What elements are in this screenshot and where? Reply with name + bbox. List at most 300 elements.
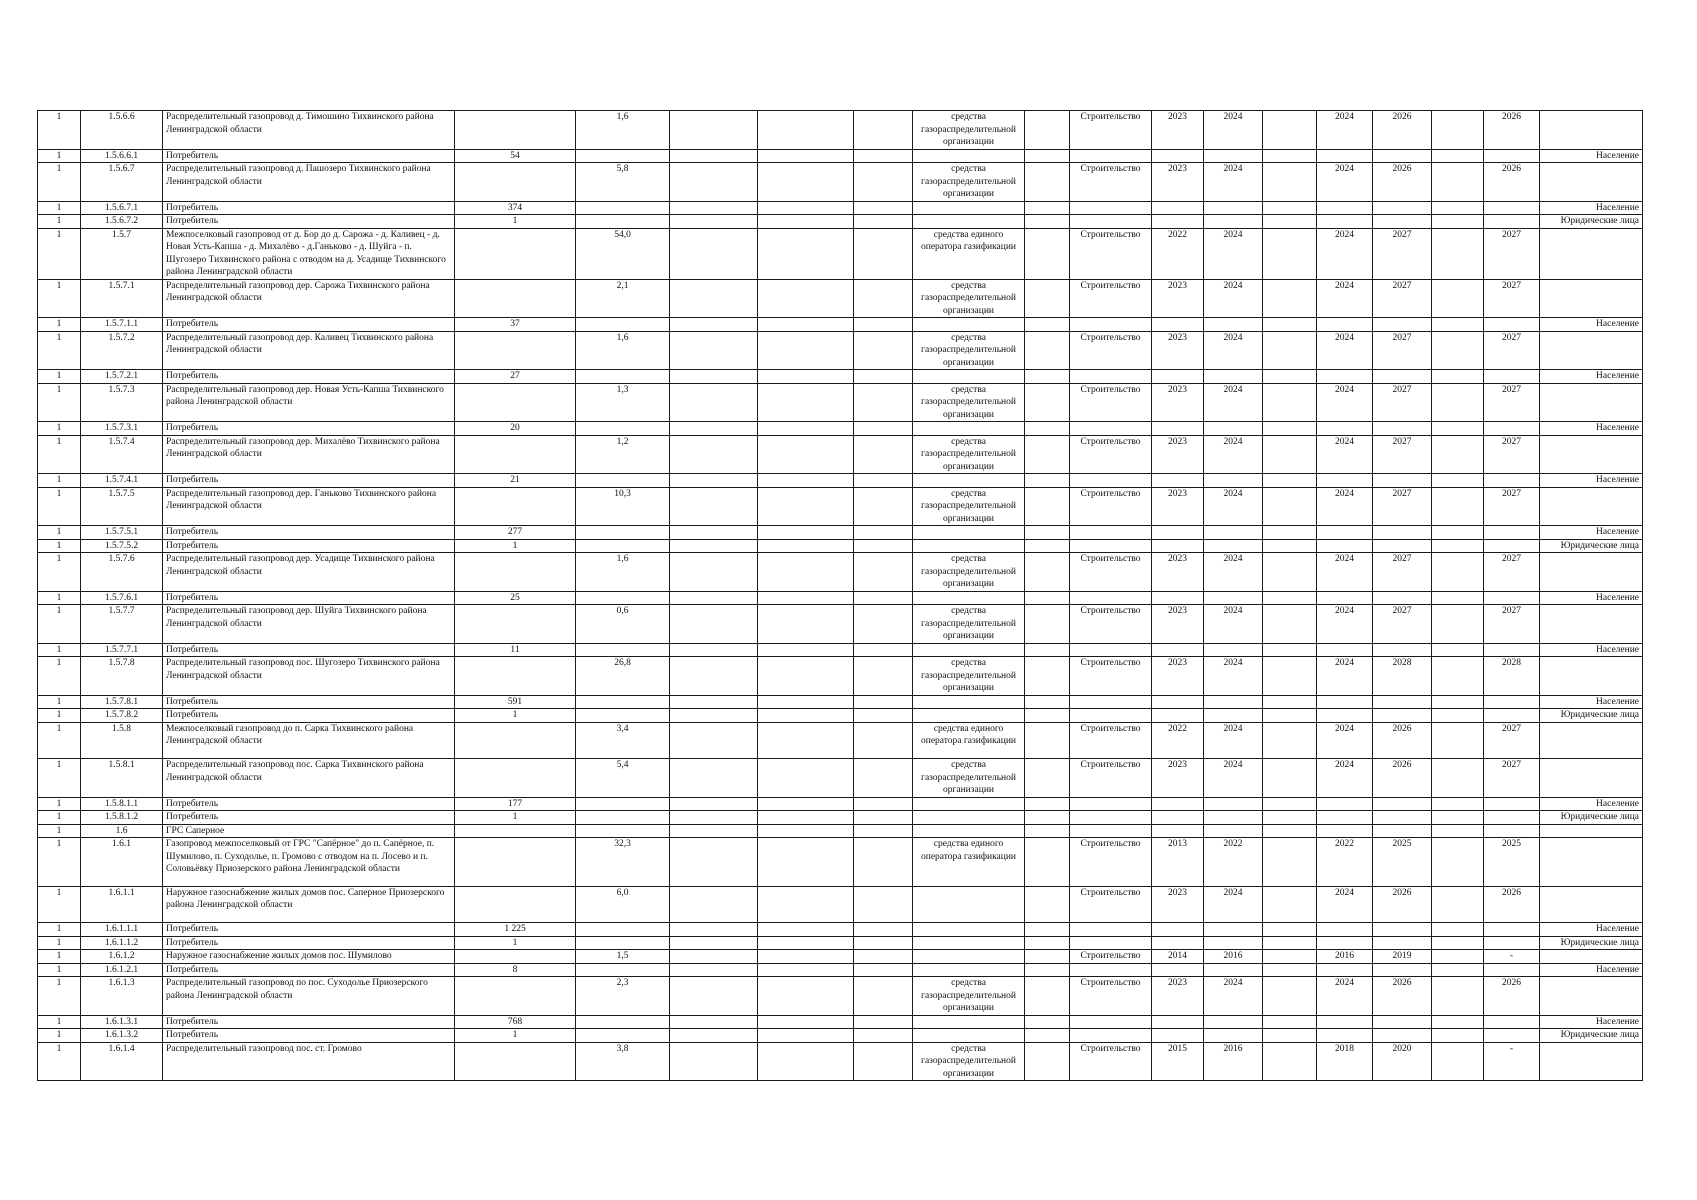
col6-cell	[670, 1042, 758, 1081]
col18-cell: 2027	[1484, 487, 1540, 526]
col6-cell	[670, 811, 758, 825]
col15-cell: 2024	[1317, 886, 1373, 923]
name-cell: Потребитель	[163, 643, 455, 657]
length-cell: 1,6	[576, 111, 670, 150]
col18-cell: 2027	[1484, 279, 1540, 318]
name-cell: Потребитель	[163, 215, 455, 229]
col6-cell	[670, 215, 758, 229]
work-type-cell	[1070, 811, 1152, 825]
length-cell: 6,0	[576, 886, 670, 923]
funding-cell	[913, 811, 1025, 825]
work-type-cell: Строительство	[1070, 279, 1152, 318]
start-year-cell	[1152, 709, 1204, 723]
length-cell: 10,3	[576, 487, 670, 526]
col7-cell	[758, 950, 854, 964]
col17-cell	[1432, 539, 1484, 553]
consumers-cell	[455, 657, 576, 696]
table-row	[38, 923, 1643, 937]
consumers-cell	[455, 553, 576, 592]
col17-cell	[1432, 838, 1484, 887]
col14-cell	[1263, 201, 1317, 215]
code-cell: 1.5.7.3	[81, 383, 163, 422]
col7-cell	[758, 318, 854, 332]
col6-cell	[670, 383, 758, 422]
table-row	[38, 605, 1643, 644]
work-type-cell	[1070, 591, 1152, 605]
category-cell	[1540, 383, 1643, 422]
code-cell: 1.5.7.4	[81, 435, 163, 474]
col16-cell: 2027	[1373, 331, 1432, 370]
col7-cell	[758, 383, 854, 422]
start-year-cell	[1152, 474, 1204, 488]
col16-cell	[1373, 1015, 1432, 1029]
work-type-cell: Строительство	[1070, 1042, 1152, 1081]
col8-cell	[854, 657, 913, 696]
work-type-cell	[1070, 215, 1152, 229]
col17-cell	[1432, 695, 1484, 709]
col7-cell	[758, 722, 854, 759]
funding-cell	[913, 539, 1025, 553]
col10-cell	[1025, 657, 1070, 696]
col6-cell	[670, 838, 758, 887]
col17-cell	[1432, 643, 1484, 657]
end-year-cell	[1204, 1015, 1263, 1029]
col18-cell	[1484, 811, 1540, 825]
work-type-cell: Строительство	[1070, 886, 1152, 923]
category-cell: Юридические лица	[1540, 1029, 1643, 1043]
col7-cell	[758, 977, 854, 1016]
col6-cell	[670, 1029, 758, 1043]
name-cell: Потребитель	[163, 936, 455, 950]
col7-cell	[758, 1029, 854, 1043]
table-row	[38, 797, 1643, 811]
start-year-cell	[1152, 526, 1204, 540]
name-cell: Наружное газоснабжение жилых домов пос. Саперное Приозерского района Ленинградской области	[163, 886, 455, 923]
category-cell: Население	[1540, 526, 1643, 540]
col8-cell	[854, 163, 913, 202]
col18-cell: 2026	[1484, 886, 1540, 923]
code-cell: 1.6.1	[81, 838, 163, 887]
funding-cell	[913, 215, 1025, 229]
code-cell: 1.5.7.5	[81, 487, 163, 526]
end-year-cell	[1204, 936, 1263, 950]
col8-cell	[854, 886, 913, 923]
category-cell	[1540, 605, 1643, 644]
col14-cell	[1263, 435, 1317, 474]
col17-cell	[1432, 923, 1484, 937]
col16-cell	[1373, 695, 1432, 709]
level-cell: 1	[38, 149, 81, 163]
table-row	[38, 1015, 1643, 1029]
col17-cell	[1432, 435, 1484, 474]
name-cell: Распределительный газопровод пос. Сарка Тихвинского района Ленинградской области	[163, 759, 455, 798]
table-row	[38, 331, 1643, 370]
col15-cell: 2024	[1317, 435, 1373, 474]
col8-cell	[854, 383, 913, 422]
length-cell	[576, 695, 670, 709]
col10-cell	[1025, 318, 1070, 332]
work-type-cell	[1070, 149, 1152, 163]
table-row	[38, 149, 1643, 163]
col7-cell	[758, 886, 854, 923]
consumers-cell: 27	[455, 370, 576, 384]
col16-cell	[1373, 318, 1432, 332]
level-cell: 1	[38, 709, 81, 723]
end-year-cell: 2024	[1204, 279, 1263, 318]
end-year-cell	[1204, 1029, 1263, 1043]
code-cell: 1.6.1.3	[81, 977, 163, 1016]
work-type-cell	[1070, 709, 1152, 723]
work-type-cell: Строительство	[1070, 722, 1152, 759]
col8-cell	[854, 1029, 913, 1043]
col16-cell: 2027	[1373, 383, 1432, 422]
table-row	[38, 383, 1643, 422]
consumers-cell	[455, 722, 576, 759]
code-cell: 1.5.8.1.1	[81, 797, 163, 811]
name-cell: Потребитель	[163, 370, 455, 384]
col16-cell	[1373, 149, 1432, 163]
col17-cell	[1432, 383, 1484, 422]
category-cell: Население	[1540, 923, 1643, 937]
level-cell: 1	[38, 1015, 81, 1029]
category-cell	[1540, 657, 1643, 696]
code-cell: 1.5.7	[81, 228, 163, 279]
funding-cell: средства газораспределительной организации	[913, 1042, 1025, 1081]
length-cell: 1,3	[576, 383, 670, 422]
col18-cell: 2026	[1484, 111, 1540, 150]
consumers-cell: 1	[455, 936, 576, 950]
length-cell	[576, 811, 670, 825]
col17-cell	[1432, 1015, 1484, 1029]
col6-cell	[670, 111, 758, 150]
code-cell: 1.6.1.1	[81, 886, 163, 923]
col14-cell	[1263, 950, 1317, 964]
name-cell: Потребитель	[163, 695, 455, 709]
col10-cell	[1025, 487, 1070, 526]
start-year-cell: 2023	[1152, 977, 1204, 1016]
col10-cell	[1025, 1042, 1070, 1081]
col18-cell: 2026	[1484, 977, 1540, 1016]
col18-cell	[1484, 963, 1540, 977]
col7-cell	[758, 526, 854, 540]
category-cell: Население	[1540, 643, 1643, 657]
table-row	[38, 722, 1643, 759]
col8-cell	[854, 838, 913, 887]
consumers-cell: 37	[455, 318, 576, 332]
col15-cell	[1317, 643, 1373, 657]
start-year-cell	[1152, 201, 1204, 215]
col8-cell	[854, 722, 913, 759]
level-cell: 1	[38, 370, 81, 384]
length-cell: 5,8	[576, 163, 670, 202]
table-row	[38, 936, 1643, 950]
level-cell: 1	[38, 1042, 81, 1081]
col7-cell	[758, 279, 854, 318]
col16-cell: 2027	[1373, 435, 1432, 474]
col14-cell	[1263, 526, 1317, 540]
work-type-cell	[1070, 201, 1152, 215]
col18-cell: -	[1484, 1042, 1540, 1081]
length-cell	[576, 526, 670, 540]
end-year-cell	[1204, 643, 1263, 657]
level-cell: 1	[38, 797, 81, 811]
work-type-cell	[1070, 695, 1152, 709]
code-cell: 1.5.7.2.1	[81, 370, 163, 384]
col8-cell	[854, 605, 913, 644]
col15-cell	[1317, 526, 1373, 540]
col16-cell	[1373, 936, 1432, 950]
col18-cell	[1484, 1015, 1540, 1029]
category-cell: Юридические лица	[1540, 215, 1643, 229]
start-year-cell: 2023	[1152, 553, 1204, 592]
col10-cell	[1025, 643, 1070, 657]
col6-cell	[670, 526, 758, 540]
col6-cell	[670, 963, 758, 977]
col15-cell	[1317, 149, 1373, 163]
start-year-cell: 2022	[1152, 722, 1204, 759]
category-cell: Население	[1540, 474, 1643, 488]
table-row	[38, 279, 1643, 318]
table-row	[38, 1042, 1643, 1081]
consumers-cell	[455, 886, 576, 923]
code-cell: 1.5.7.8.2	[81, 709, 163, 723]
category-cell: Население	[1540, 797, 1643, 811]
funding-cell	[913, 923, 1025, 937]
col15-cell: 2024	[1317, 722, 1373, 759]
end-year-cell	[1204, 811, 1263, 825]
col16-cell: 2026	[1373, 722, 1432, 759]
col15-cell	[1317, 811, 1373, 825]
col14-cell	[1263, 215, 1317, 229]
col18-cell	[1484, 936, 1540, 950]
name-cell: ГРС Саперное	[163, 824, 455, 838]
col8-cell	[854, 695, 913, 709]
length-cell	[576, 936, 670, 950]
funding-cell	[913, 422, 1025, 436]
col7-cell	[758, 838, 854, 887]
category-cell: Население	[1540, 318, 1643, 332]
end-year-cell	[1204, 591, 1263, 605]
col15-cell	[1317, 370, 1373, 384]
col18-cell: 2025	[1484, 838, 1540, 887]
table-row	[38, 215, 1643, 229]
col8-cell	[854, 539, 913, 553]
col10-cell	[1025, 149, 1070, 163]
work-type-cell	[1070, 526, 1152, 540]
funding-cell	[913, 797, 1025, 811]
work-type-cell: Строительство	[1070, 111, 1152, 150]
col14-cell	[1263, 923, 1317, 937]
col7-cell	[758, 201, 854, 215]
col8-cell	[854, 759, 913, 798]
col7-cell	[758, 759, 854, 798]
col6-cell	[670, 1015, 758, 1029]
col16-cell: 2027	[1373, 605, 1432, 644]
col17-cell	[1432, 605, 1484, 644]
col16-cell	[1373, 591, 1432, 605]
code-cell: 1.6.1.1.1	[81, 923, 163, 937]
length-cell	[576, 797, 670, 811]
level-cell: 1	[38, 605, 81, 644]
end-year-cell	[1204, 824, 1263, 838]
category-cell	[1540, 886, 1643, 923]
start-year-cell	[1152, 1029, 1204, 1043]
work-type-cell: Строительство	[1070, 331, 1152, 370]
funding-cell	[913, 149, 1025, 163]
table-row	[38, 977, 1643, 1016]
start-year-cell: 2023	[1152, 759, 1204, 798]
funding-cell: средства единого оператора газификации	[913, 228, 1025, 279]
start-year-cell	[1152, 963, 1204, 977]
work-type-cell	[1070, 370, 1152, 384]
work-type-cell: Строительство	[1070, 838, 1152, 887]
col18-cell	[1484, 149, 1540, 163]
code-cell: 1.5.8.1	[81, 759, 163, 798]
col14-cell	[1263, 591, 1317, 605]
level-cell: 1	[38, 759, 81, 798]
col18-cell	[1484, 201, 1540, 215]
end-year-cell	[1204, 422, 1263, 436]
col16-cell	[1373, 215, 1432, 229]
col10-cell	[1025, 886, 1070, 923]
col10-cell	[1025, 383, 1070, 422]
col17-cell	[1432, 149, 1484, 163]
category-cell: Население	[1540, 422, 1643, 436]
col8-cell	[854, 526, 913, 540]
col18-cell: -	[1484, 950, 1540, 964]
code-cell: 1.5.7.5.1	[81, 526, 163, 540]
level-cell: 1	[38, 886, 81, 923]
category-cell	[1540, 977, 1643, 1016]
consumers-cell: 25	[455, 591, 576, 605]
consumers-cell: 20	[455, 422, 576, 436]
col14-cell	[1263, 722, 1317, 759]
col14-cell	[1263, 279, 1317, 318]
category-cell	[1540, 228, 1643, 279]
col14-cell	[1263, 838, 1317, 887]
start-year-cell: 2023	[1152, 163, 1204, 202]
funding-cell	[913, 474, 1025, 488]
col14-cell	[1263, 553, 1317, 592]
funding-cell: средства газораспределительной организации	[913, 487, 1025, 526]
col8-cell	[854, 553, 913, 592]
level-cell: 1	[38, 657, 81, 696]
end-year-cell: 2024	[1204, 553, 1263, 592]
length-cell: 3,4	[576, 722, 670, 759]
name-cell: Распределительный газопровод д. Пашозеро Тихвинского района Ленинградской области	[163, 163, 455, 202]
col10-cell	[1025, 163, 1070, 202]
col14-cell	[1263, 383, 1317, 422]
consumers-cell: 1	[455, 709, 576, 723]
col16-cell	[1373, 474, 1432, 488]
table-row	[38, 657, 1643, 696]
level-cell: 1	[38, 936, 81, 950]
length-cell	[576, 1015, 670, 1029]
col18-cell	[1484, 923, 1540, 937]
col15-cell: 2024	[1317, 111, 1373, 150]
funding-cell	[913, 1015, 1025, 1029]
col7-cell	[758, 709, 854, 723]
col7-cell	[758, 797, 854, 811]
col17-cell	[1432, 526, 1484, 540]
col10-cell	[1025, 1029, 1070, 1043]
length-cell	[576, 149, 670, 163]
col16-cell: 2026	[1373, 977, 1432, 1016]
table-body	[38, 111, 1643, 1081]
name-cell: Потребитель	[163, 709, 455, 723]
col18-cell: 2027	[1484, 722, 1540, 759]
col14-cell	[1263, 1029, 1317, 1043]
level-cell: 1	[38, 553, 81, 592]
name-cell: Распределительный газопровод дер. Новая Усть-Капша Тихвинского района Ленинградской области	[163, 383, 455, 422]
category-cell	[1540, 838, 1643, 887]
end-year-cell: 2024	[1204, 487, 1263, 526]
col17-cell	[1432, 370, 1484, 384]
col6-cell	[670, 149, 758, 163]
name-cell: Распределительный газопровод дер. Ганьково Тихвинского района Ленинградской области	[163, 487, 455, 526]
length-cell	[576, 539, 670, 553]
level-cell: 1	[38, 695, 81, 709]
col16-cell	[1373, 370, 1432, 384]
col6-cell	[670, 474, 758, 488]
table-row	[38, 487, 1643, 526]
code-cell: 1.5.8.1.2	[81, 811, 163, 825]
code-cell: 1.5.7.7	[81, 605, 163, 644]
col18-cell	[1484, 370, 1540, 384]
funding-cell	[913, 370, 1025, 384]
col18-cell: 2027	[1484, 605, 1540, 644]
category-cell	[1540, 331, 1643, 370]
col6-cell	[670, 722, 758, 759]
level-cell: 1	[38, 279, 81, 318]
col7-cell	[758, 149, 854, 163]
length-cell	[576, 963, 670, 977]
work-type-cell	[1070, 923, 1152, 937]
length-cell: 1,5	[576, 950, 670, 964]
col6-cell	[670, 487, 758, 526]
col7-cell	[758, 811, 854, 825]
end-year-cell: 2016	[1204, 1042, 1263, 1081]
col15-cell: 2024	[1317, 977, 1373, 1016]
col17-cell	[1432, 163, 1484, 202]
table-row	[38, 591, 1643, 605]
col6-cell	[670, 422, 758, 436]
funding-cell: средства газораспределительной организации	[913, 605, 1025, 644]
col6-cell	[670, 977, 758, 1016]
work-type-cell: Строительство	[1070, 605, 1152, 644]
end-year-cell: 2024	[1204, 228, 1263, 279]
name-cell: Распределительный газопровод пос. ст. Громово	[163, 1042, 455, 1081]
length-cell	[576, 318, 670, 332]
col15-cell	[1317, 1029, 1373, 1043]
code-cell: 1.5.7.3.1	[81, 422, 163, 436]
work-type-cell	[1070, 1015, 1152, 1029]
funding-cell	[913, 963, 1025, 977]
code-cell: 1.5.8	[81, 722, 163, 759]
code-cell: 1.5.6.7.1	[81, 201, 163, 215]
col7-cell	[758, 228, 854, 279]
col16-cell	[1373, 526, 1432, 540]
col7-cell	[758, 435, 854, 474]
consumers-cell	[455, 950, 576, 964]
code-cell: 1.5.6.7	[81, 163, 163, 202]
level-cell: 1	[38, 201, 81, 215]
work-type-cell	[1070, 797, 1152, 811]
col18-cell	[1484, 695, 1540, 709]
col17-cell	[1432, 797, 1484, 811]
length-cell: 1,6	[576, 331, 670, 370]
col10-cell	[1025, 977, 1070, 1016]
